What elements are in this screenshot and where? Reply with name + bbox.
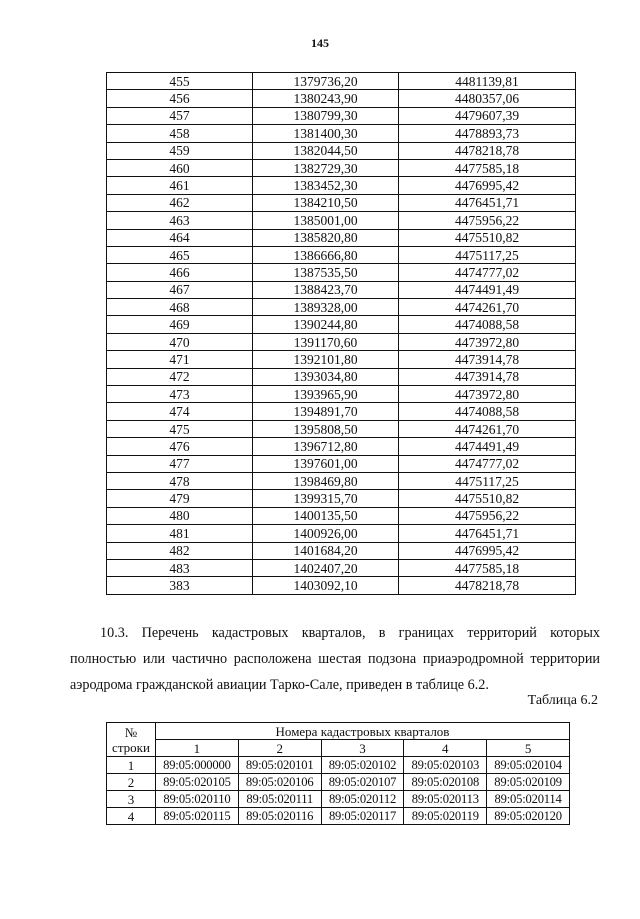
page-number: 145 [311, 36, 329, 50]
x-coordinate-cell: 1400135,50 [253, 507, 399, 524]
point-number-cell: 458 [107, 125, 253, 142]
y-coordinate-cell: 4476451,71 [399, 194, 576, 211]
point-number-cell: 461 [107, 177, 253, 194]
x-coordinate-cell: 1382729,30 [253, 159, 399, 176]
cadastral-number-cell: 89:05:020109 [487, 774, 570, 791]
cadastral-number-cell: 89:05:020105 [156, 774, 239, 791]
y-coordinate-cell: 4474491,49 [399, 281, 576, 298]
header-cadastral-numbers: Номера кадастровых кварталов [156, 723, 570, 740]
paragraph-10-3: 10.3. Перечень кадастровых кварталов, в границах территорий которых полностью или частично расположена шестая подзона приаэродромной территории аэродрома гражданской авиации Тарко-Сале, приведен в таблице 6.2. [70, 625, 600, 693]
point-number-cell: 469 [107, 316, 253, 333]
point-number-cell: 482 [107, 542, 253, 559]
point-number-cell: 459 [107, 142, 253, 159]
x-coordinate-cell: 1382044,50 [253, 142, 399, 159]
table-row [107, 368, 576, 385]
x-coordinate-cell: 1390244,80 [253, 316, 399, 333]
y-coordinate-cell: 4474491,49 [399, 438, 576, 455]
x-coordinate-cell: 1393965,90 [253, 386, 399, 403]
y-coordinate-cell: 4473914,78 [399, 351, 576, 368]
table-row [107, 472, 576, 489]
y-coordinate-cell: 4478218,78 [399, 142, 576, 159]
y-coordinate-cell: 4473914,78 [399, 368, 576, 385]
x-coordinate-cell: 1386666,80 [253, 246, 399, 263]
x-coordinate-cell: 1385820,80 [253, 229, 399, 246]
x-coordinate-cell: 1391170,60 [253, 333, 399, 350]
y-coordinate-cell: 4476451,71 [399, 525, 576, 542]
cadastral-quarters-table [106, 722, 570, 825]
point-number-cell: 476 [107, 438, 253, 455]
x-coordinate-cell: 1379736,20 [253, 73, 399, 90]
table-row [107, 264, 576, 281]
y-coordinate-cell: 4474777,02 [399, 264, 576, 281]
y-coordinate-cell: 4475956,22 [399, 507, 576, 524]
coordinates-table [106, 72, 576, 595]
cadastral-number-cell: 89:05:020103 [404, 757, 487, 774]
y-coordinate-cell: 4473972,80 [399, 386, 576, 403]
cadastral-number-cell: 89:05:020117 [321, 808, 404, 825]
cadastral-number-cell: 89:05:020101 [238, 757, 321, 774]
table-row [107, 808, 570, 825]
table-caption: Таблица 6.2 [527, 693, 598, 708]
point-number-cell: 456 [107, 90, 253, 107]
table-row [107, 73, 576, 90]
table-row [107, 107, 576, 124]
y-coordinate-cell: 4474088,58 [399, 403, 576, 420]
y-coordinate-cell: 4475956,22 [399, 212, 576, 229]
table-row [107, 490, 576, 507]
y-coordinate-cell: 4481139,81 [399, 73, 576, 90]
table-row [107, 403, 576, 420]
y-coordinate-cell: 4475510,82 [399, 490, 576, 507]
table-row [107, 438, 576, 455]
x-coordinate-cell: 1380243,90 [253, 90, 399, 107]
cadastral-number-cell: 89:05:000000 [156, 757, 239, 774]
table-row [107, 757, 570, 774]
point-number-cell: 462 [107, 194, 253, 211]
point-number-cell: 474 [107, 403, 253, 420]
y-coordinate-cell: 4479607,39 [399, 107, 576, 124]
x-coordinate-cell: 1402407,20 [253, 559, 399, 576]
cadastral-number-cell: 89:05:020112 [321, 791, 404, 808]
x-coordinate-cell: 1385001,00 [253, 212, 399, 229]
y-coordinate-cell: 4473972,80 [399, 333, 576, 350]
point-number-cell: 460 [107, 159, 253, 176]
point-number-cell: 383 [107, 577, 253, 594]
table-row [107, 194, 576, 211]
cadastral-number-cell: 89:05:020116 [238, 808, 321, 825]
row-number-cell: 2 [107, 774, 156, 791]
y-coordinate-cell: 4475117,25 [399, 246, 576, 263]
column-number-header: 5 [487, 740, 570, 757]
table-row [107, 542, 576, 559]
header-column-numbers [107, 740, 570, 757]
cadastral-number-cell: 89:05:020104 [487, 757, 570, 774]
y-coordinate-cell: 4475510,82 [399, 229, 576, 246]
y-coordinate-cell: 4477585,18 [399, 159, 576, 176]
y-coordinate-cell: 4475117,25 [399, 472, 576, 489]
point-number-cell: 455 [107, 73, 253, 90]
x-coordinate-cell: 1388423,70 [253, 281, 399, 298]
point-number-cell: 468 [107, 299, 253, 316]
cadastral-number-cell: 89:05:020120 [487, 808, 570, 825]
table-row [107, 791, 570, 808]
table-row [107, 177, 576, 194]
row-number-cell: 1 [107, 757, 156, 774]
table-row [107, 142, 576, 159]
cadastral-number-cell: 89:05:020107 [321, 774, 404, 791]
table-row [107, 774, 570, 791]
y-coordinate-cell: 4476995,42 [399, 177, 576, 194]
table-row [107, 559, 576, 576]
y-coordinate-cell: 4474088,58 [399, 316, 576, 333]
cadastral-number-cell: 89:05:020113 [404, 791, 487, 808]
point-number-cell: 457 [107, 107, 253, 124]
point-number-cell: 470 [107, 333, 253, 350]
cadastral-number-cell: 89:05:020111 [238, 791, 321, 808]
table-row [107, 229, 576, 246]
x-coordinate-cell: 1389328,00 [253, 299, 399, 316]
y-coordinate-cell: 4478218,78 [399, 577, 576, 594]
x-coordinate-cell: 1383452,30 [253, 177, 399, 194]
point-number-cell: 466 [107, 264, 253, 281]
point-number-cell: 464 [107, 229, 253, 246]
x-coordinate-cell: 1394891,70 [253, 403, 399, 420]
y-coordinate-cell: 4480357,06 [399, 90, 576, 107]
cadastral-number-cell: 89:05:020102 [321, 757, 404, 774]
table-row [107, 525, 576, 542]
x-coordinate-cell: 1397601,00 [253, 455, 399, 472]
x-coordinate-cell: 1384210,50 [253, 194, 399, 211]
table-row [107, 212, 576, 229]
column-number-header: 2 [238, 740, 321, 757]
header-no-line2: строки [112, 739, 150, 755]
y-coordinate-cell: 4474777,02 [399, 455, 576, 472]
point-number-cell: 481 [107, 525, 253, 542]
coordinates-table-body [107, 73, 576, 595]
table-row [107, 299, 576, 316]
table-row [107, 455, 576, 472]
point-number-cell: 477 [107, 455, 253, 472]
table-row [107, 159, 576, 176]
point-number-cell: 483 [107, 559, 253, 576]
column-number-header: 4 [404, 740, 487, 757]
y-coordinate-cell: 4477585,18 [399, 559, 576, 576]
x-coordinate-cell: 1392101,80 [253, 351, 399, 368]
cadastral-number-cell: 89:05:020119 [404, 808, 487, 825]
table-row [107, 420, 576, 437]
point-number-cell: 479 [107, 490, 253, 507]
cadastral-number-cell: 89:05:020106 [238, 774, 321, 791]
x-coordinate-cell: 1395808,50 [253, 420, 399, 437]
point-number-cell: 463 [107, 212, 253, 229]
header-row-number [107, 723, 156, 757]
table-row [107, 125, 576, 142]
row-number-cell: 4 [107, 808, 156, 825]
x-coordinate-cell: 1401684,20 [253, 542, 399, 559]
cadastral-number-cell: 89:05:020108 [404, 774, 487, 791]
point-number-cell: 471 [107, 351, 253, 368]
cadastral-table-body [107, 757, 570, 825]
point-number-cell: 473 [107, 386, 253, 403]
cadastral-number-cell: 89:05:020110 [156, 791, 239, 808]
point-number-cell: 467 [107, 281, 253, 298]
y-coordinate-cell: 4476995,42 [399, 542, 576, 559]
point-number-cell: 465 [107, 246, 253, 263]
y-coordinate-cell: 4474261,70 [399, 299, 576, 316]
x-coordinate-cell: 1387535,50 [253, 264, 399, 281]
y-coordinate-cell: 4478893,73 [399, 125, 576, 142]
table-row [107, 577, 576, 594]
point-number-cell: 475 [107, 420, 253, 437]
x-coordinate-cell: 1381400,30 [253, 125, 399, 142]
point-number-cell: 478 [107, 472, 253, 489]
table-row [107, 281, 576, 298]
x-coordinate-cell: 1398469,80 [253, 472, 399, 489]
table-row [107, 386, 576, 403]
table-row [107, 351, 576, 368]
x-coordinate-cell: 1393034,80 [253, 368, 399, 385]
point-number-cell: 480 [107, 507, 253, 524]
table-row [107, 246, 576, 263]
cadastral-number-cell: 89:05:020114 [487, 791, 570, 808]
x-coordinate-cell: 1400926,00 [253, 525, 399, 542]
point-number-cell: 472 [107, 368, 253, 385]
x-coordinate-cell: 1380799,30 [253, 107, 399, 124]
table-row [107, 316, 576, 333]
column-number-header: 1 [156, 740, 239, 757]
row-number-cell: 3 [107, 791, 156, 808]
table-row [107, 507, 576, 524]
x-coordinate-cell: 1403092,10 [253, 577, 399, 594]
table-row [107, 333, 576, 350]
table-row [107, 90, 576, 107]
column-number-header: 3 [321, 740, 404, 757]
cadastral-number-cell: 89:05:020115 [156, 808, 239, 825]
x-coordinate-cell: 1399315,70 [253, 490, 399, 507]
x-coordinate-cell: 1396712,80 [253, 438, 399, 455]
y-coordinate-cell: 4474261,70 [399, 420, 576, 437]
header-no-line1: № [124, 724, 138, 740]
